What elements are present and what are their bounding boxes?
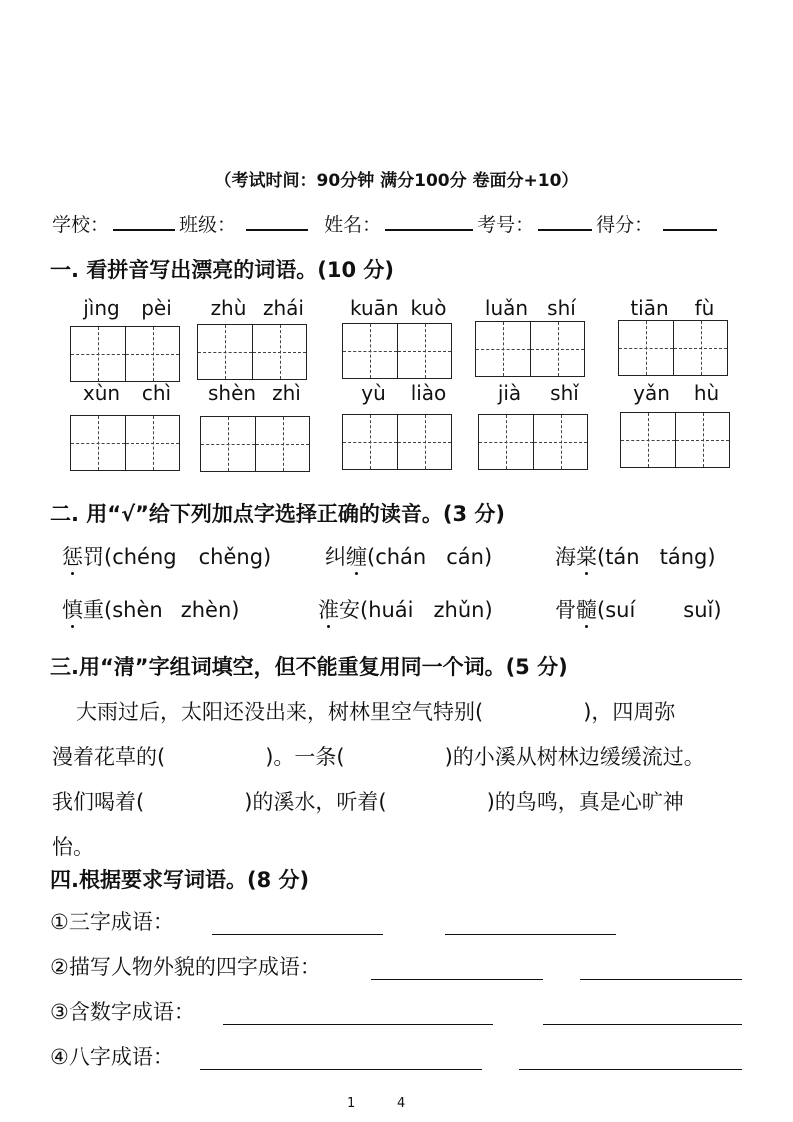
option-1[interactable]: (tán [597, 545, 640, 569]
pinyin-syllable: kuān [350, 296, 399, 320]
pinyin-syllable: chì [141, 381, 172, 405]
score-field[interactable] [663, 211, 717, 231]
pinyin-syllable: zhái [263, 296, 304, 320]
char: 纠 [325, 545, 346, 569]
item-label: ④八字成语： [50, 1045, 174, 1069]
grid-cell[interactable] [533, 415, 587, 469]
writing-box[interactable] [478, 414, 588, 470]
answer-line[interactable] [371, 979, 543, 980]
pinyin-syllable: fù [694, 296, 715, 320]
char: 海 [555, 545, 576, 569]
name-field[interactable] [385, 211, 473, 231]
exam-info-header: （考试时间：90分钟 满分100分 卷面分+10） [214, 171, 579, 191]
option-2[interactable]: táng) [659, 545, 716, 569]
page-number: 1 [347, 1096, 356, 1111]
pinyin-syllable: zhù [210, 296, 247, 320]
section2-title: 二. 用“√”给下列加点字选择正确的读音。(3 分) [50, 502, 506, 526]
writing-box[interactable] [342, 323, 452, 379]
item-label: ②描写人物外貌的四字成语： [50, 955, 321, 979]
grid-cell[interactable] [125, 327, 179, 381]
pinyin-syllable: zhì [272, 381, 301, 405]
text: )的小溪从树林边缓缓流过。 [444, 745, 705, 769]
pronunciation-item [62, 541, 271, 571]
grid-cell[interactable] [252, 325, 306, 379]
grid-cell[interactable] [397, 324, 451, 378]
grid-cell[interactable] [619, 321, 673, 375]
grid-cell[interactable] [476, 322, 530, 376]
pinyin-syllable: hù [693, 381, 720, 405]
char: 缠 [346, 545, 367, 569]
pinyin-syllable: shǐ [550, 381, 579, 405]
answer-line[interactable] [543, 1024, 742, 1025]
writing-box[interactable] [197, 324, 307, 380]
section4-title: 四.根据要求写词语。(8 分) [50, 868, 310, 892]
grid-cell[interactable] [71, 327, 125, 381]
student-info-line [52, 210, 721, 237]
writing-box[interactable] [618, 320, 728, 376]
paragraph-line-4: 怡。 [52, 835, 94, 859]
text: 大雨过后，太阳还没出来，树林里空气特别( [76, 700, 484, 724]
paragraph-line-1 [76, 696, 675, 726]
option-1[interactable]: (shèn [104, 598, 163, 622]
option-1[interactable]: (chán [367, 545, 427, 569]
pinyin-syllable: jià [497, 381, 522, 405]
text: )。一条( [265, 745, 345, 769]
section1-title: 一. 看拼音写出漂亮的词语。(10 分) [50, 258, 395, 282]
text: )的鸟鸣，真是心旷神 [486, 790, 684, 814]
writing-box[interactable] [70, 415, 180, 471]
class-field[interactable] [246, 211, 308, 231]
char: 慎 [62, 598, 83, 622]
answer-line[interactable] [580, 979, 742, 980]
writing-box[interactable] [475, 321, 585, 377]
section3-title: 三.用“清”字组词填空，但不能重复用同一个词。(5 分) [50, 655, 568, 679]
pronunciation-item [325, 541, 492, 571]
school-label: 学校： [52, 214, 110, 236]
pinyin-syllable: shí [547, 296, 576, 320]
writing-box[interactable] [620, 412, 730, 468]
writing-box[interactable] [200, 416, 310, 472]
pinyin-syllable: jìng [83, 296, 120, 320]
grid-cell[interactable] [255, 417, 309, 471]
option-2[interactable]: zhǔn) [433, 598, 493, 622]
grid-cell[interactable] [343, 415, 397, 469]
text: )，四周弥 [583, 700, 676, 724]
char: 棠 [576, 545, 597, 569]
char: 惩 [62, 545, 83, 569]
pinyin-syllable: yǎn [633, 381, 670, 405]
pronunciation-item [318, 594, 493, 624]
score-label: 得分： [596, 214, 654, 236]
text: 我们喝着( [52, 790, 145, 814]
option-2[interactable]: cán) [446, 545, 493, 569]
pinyin-syllable: pèi [141, 296, 172, 320]
char: 骨 [555, 598, 576, 622]
answer-line[interactable] [212, 934, 383, 935]
pinyin-syllable: liào [410, 381, 447, 405]
writing-box[interactable] [70, 326, 180, 382]
option-2[interactable]: zhèn) [180, 598, 240, 622]
text: 漫着花草的( [52, 745, 166, 769]
option-2[interactable]: suǐ) [683, 598, 722, 622]
paragraph-line-3 [52, 786, 684, 816]
char: 淮 [318, 598, 339, 622]
char: 重 [83, 598, 104, 622]
school-field[interactable] [113, 211, 175, 231]
pinyin-syllable: luǎn [484, 296, 529, 320]
answer-line[interactable] [200, 1069, 482, 1070]
number-field[interactable] [538, 211, 592, 231]
pinyin-syllable: xùn [82, 381, 121, 405]
grid-cell[interactable] [125, 416, 179, 470]
answer-line[interactable] [223, 1024, 493, 1025]
char: 罚 [83, 545, 104, 569]
grid-cell[interactable] [71, 416, 125, 470]
answer-line[interactable] [519, 1069, 742, 1070]
item-label: ③含数字成语： [50, 1000, 195, 1024]
option-1[interactable]: (huái [360, 598, 414, 622]
grid-cell[interactable] [530, 322, 584, 376]
number-label: 考号： [477, 214, 535, 236]
char: 安 [339, 598, 360, 622]
grid-cell[interactable] [621, 413, 675, 467]
pronunciation-item [555, 594, 722, 624]
pinyin-syllable: kuò [410, 296, 447, 320]
grid-cell[interactable] [673, 321, 727, 375]
option-1[interactable]: (chéng [104, 545, 177, 569]
pinyin-syllable: tiān [630, 296, 669, 320]
pinyin-syllable: yù [361, 381, 386, 405]
grid-cell[interactable] [479, 415, 533, 469]
char: 髓 [576, 598, 597, 622]
class-label: 班级： [179, 214, 237, 236]
item-label: ①三字成语： [50, 910, 174, 934]
text: )的溪水，听着( [244, 790, 387, 814]
answer-line[interactable] [445, 934, 616, 935]
grid-cell[interactable] [343, 324, 397, 378]
paragraph-line-2 [52, 741, 705, 771]
grid-cell[interactable] [198, 325, 252, 379]
option-2[interactable]: chěng) [198, 545, 272, 569]
page-total: 4 [397, 1096, 406, 1111]
grid-cell[interactable] [675, 413, 729, 467]
writing-box[interactable] [342, 414, 452, 470]
pronunciation-item [555, 541, 716, 571]
name-label: 姓名： [324, 214, 382, 236]
grid-cell[interactable] [397, 415, 451, 469]
grid-cell[interactable] [201, 417, 255, 471]
pinyin-syllable: shèn [208, 381, 257, 405]
option-1[interactable]: (suí [597, 598, 636, 622]
pronunciation-item [62, 594, 239, 624]
